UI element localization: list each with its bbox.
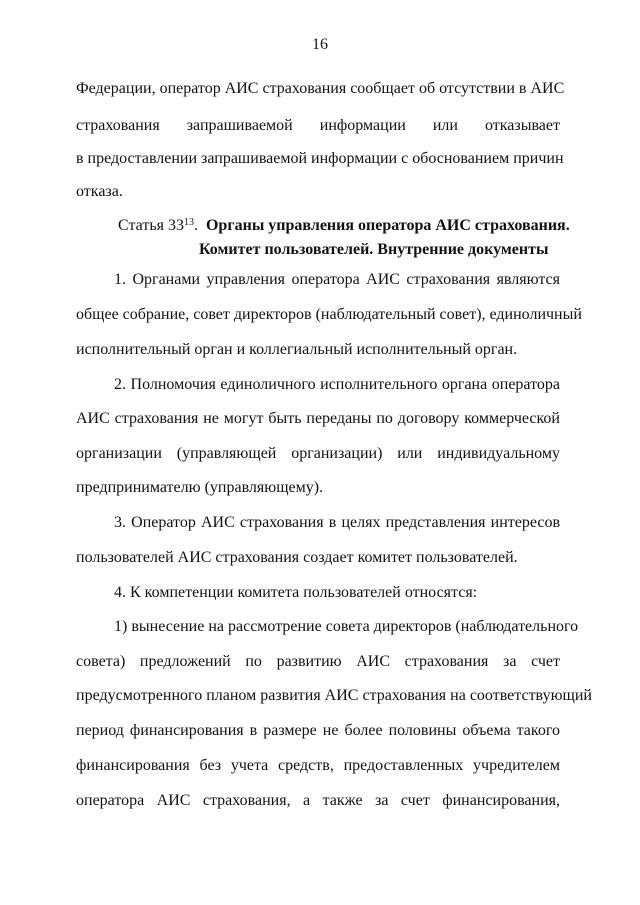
item-1-line: совета) предложений по развитию АИС страхования за счет	[76, 653, 560, 670]
article-heading: Статья $33^{13}$. Органы управления оператора АИС страхования. Комитет пользователей. Внутренние документы	[118, 217, 570, 258]
paragraph-1-line: исполнительный орган и коллегиальный исполнительный орган.	[76, 341, 518, 358]
paragraph-4-line: 4. К компетенции комитета пользователей относятся:	[114, 584, 478, 601]
paragraph-1-line: общее собрание, совет директоров (наблюдательный совет), единоличный	[76, 306, 582, 323]
page-number: 16	[312, 36, 328, 53]
paragraph-2-line: АИС страхования не могут быть переданы по договору коммерческой	[76, 410, 560, 427]
text-line: отказа.	[76, 183, 123, 200]
article-label: Статья 33	[118, 217, 184, 234]
article-superscript: 13	[183, 217, 194, 228]
item-1-line: период финансирования в размере не более половины объема такого	[76, 722, 560, 739]
paragraph-3-line: пользователей АИС страхования создает комитет пользователей.	[76, 549, 518, 566]
paragraph-1-line: 1. Органами управления оператора АИС страхования являются	[114, 271, 560, 288]
item-1-line: 1) вынесение на рассмотрение совета директоров (наблюдательного	[114, 618, 579, 635]
paragraph-2-line: организации (управляющей организации) или индивидуальному	[76, 445, 560, 462]
article-title-line2: Комитет пользователей. Внутренние документы	[199, 241, 549, 258]
text-line: страхования запрашиваемой информации или отказывает	[76, 117, 560, 134]
text-line: Федерации, оператор АИС страхования сообщает об отсутствии в АИС	[76, 80, 565, 97]
text-line: в предоставлении запрашиваемой информации с обоснованием причин	[76, 150, 564, 167]
item-1-line: предусмотренного планом развития АИС страхования на соответствующий	[76, 687, 592, 704]
paragraph-2-line: 2. Полномочия единоличного исполнительного органа оператора	[114, 376, 560, 393]
item-1-line: финансирования без учета средств, предоставленных учредителем	[76, 757, 560, 774]
article-title-line1: Органы управления оператора АИС страхования.	[205, 217, 570, 234]
paragraph-2-line: предпринимателю (управляющему).	[76, 479, 324, 496]
paragraph-3-line: 3. Оператор АИС страхования в целях представления интересов	[114, 514, 560, 531]
item-1-line: оператора АИС страхования, а также за счет финансирования,	[76, 792, 560, 809]
